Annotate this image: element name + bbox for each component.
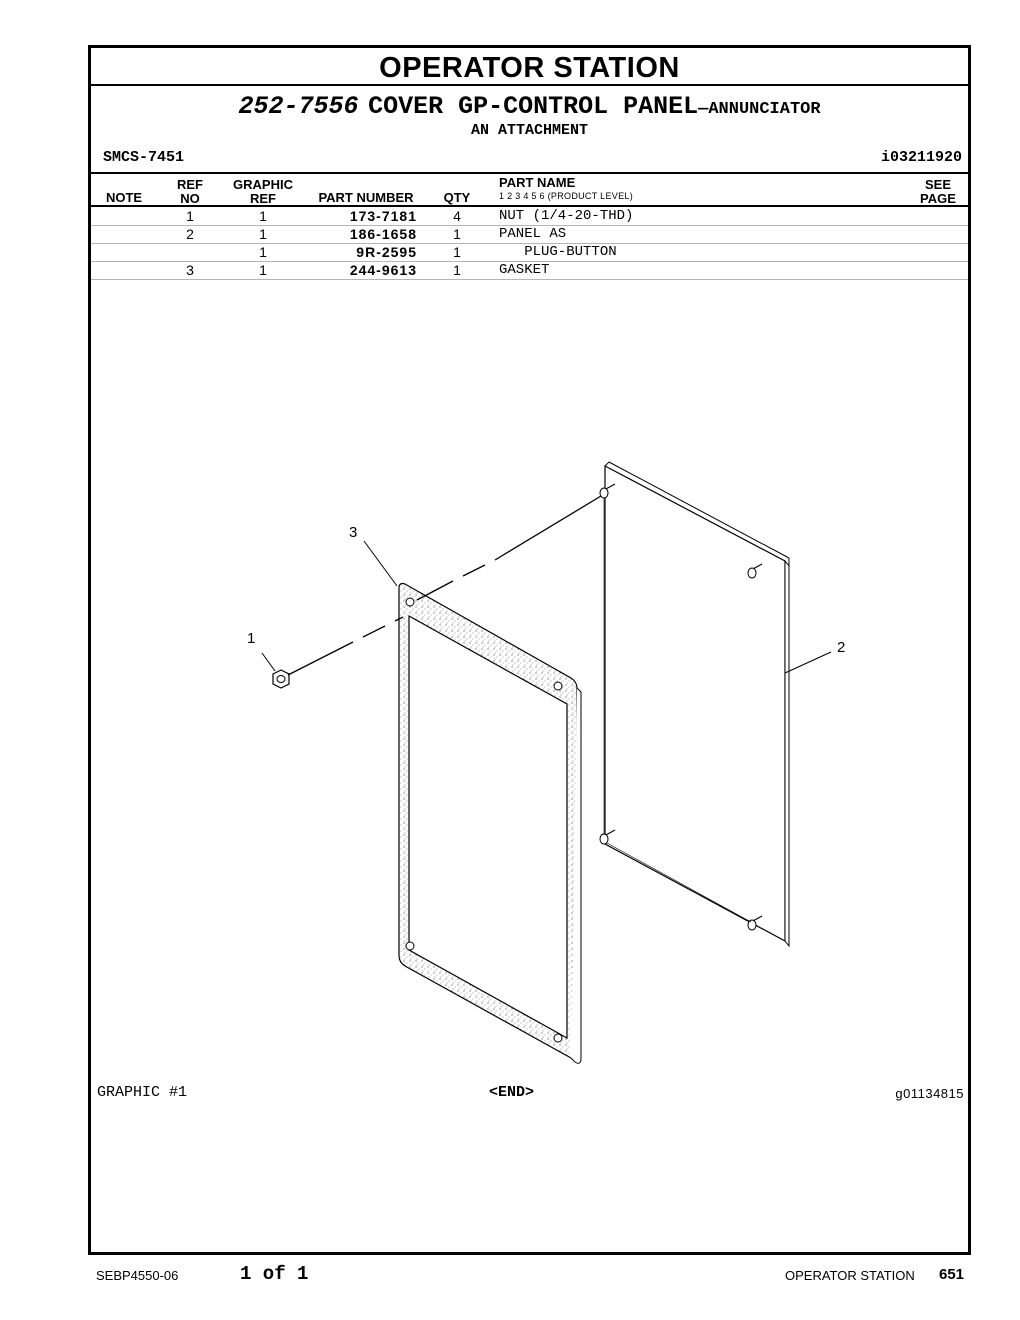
col-ref-no-line2: NO <box>180 191 200 206</box>
row4-part-name: GASKET <box>499 262 550 278</box>
col-part-number: PART NUMBER <box>318 190 414 205</box>
nut-drawing <box>273 670 289 688</box>
row2-ref-no: 2 <box>186 226 194 242</box>
callout-1: 1 <box>247 630 256 647</box>
col-qty: QTY <box>443 190 471 205</box>
row3-graphic-ref: 1 <box>259 244 267 260</box>
end-marker: <END> <box>489 1084 535 1101</box>
smcs-code: SMCS-7451 <box>103 149 185 166</box>
gasket-drawing <box>399 584 581 1064</box>
col-graphic-ref-line2: REF <box>250 191 276 206</box>
graphic-number: g01134815 <box>895 1086 964 1101</box>
row1-qty: 4 <box>453 208 461 224</box>
page-frame <box>88 45 971 1255</box>
panel-drawing <box>600 462 789 946</box>
row2-qty: 1 <box>453 226 461 242</box>
row1-graphic-ref: 1 <box>259 208 267 224</box>
footer-section: OPERATOR STATION <box>785 1268 915 1283</box>
row4-graphic-ref: 1 <box>259 262 267 278</box>
row1-ref-no: 1 <box>186 208 194 224</box>
row3-qty: 1 <box>453 244 461 260</box>
row1-part-name: NUT (1/4-20-THD) <box>499 208 634 224</box>
group-number: 252-7556 <box>238 92 359 121</box>
footer-page-number: 651 <box>939 1266 965 1283</box>
col-graphic-ref-line1: GRAPHIC <box>233 177 293 192</box>
row4-qty: 1 <box>453 262 461 278</box>
section-title: OPERATOR STATION <box>91 48 968 86</box>
footer-page-of: 1 of 1 <box>240 1263 309 1285</box>
col-part-name: PART NAME <box>499 175 576 190</box>
callout-2: 2 <box>837 639 846 656</box>
assembly-line <box>288 496 601 675</box>
row2-part-name: PANEL AS <box>499 226 567 242</box>
row2-part-number: 186-1658 <box>349 226 417 242</box>
group-suffix: —ANNUNCIATOR <box>698 100 821 119</box>
leader-1 <box>262 653 275 671</box>
product-levels: 1 2 3 4 5 6 (PRODUCT LEVEL) <box>499 191 633 201</box>
attachment-label: AN ATTACHMENT <box>470 122 589 139</box>
col-ref-no-line1: REF <box>177 177 203 192</box>
row3-part-number: 9R-2595 <box>356 244 417 260</box>
row2-graphic-ref: 1 <box>259 226 267 242</box>
col-see-page-line2: PAGE <box>920 191 956 206</box>
col-see-page-line1: SEE <box>924 177 951 192</box>
footer-doc-id: SEBP4550-06 <box>96 1268 179 1283</box>
graphic-label: GRAPHIC #1 <box>97 1084 188 1101</box>
group-name: COVER GP-CONTROL PANEL <box>368 92 699 121</box>
row3-part-name: PLUG-BUTTON <box>499 244 617 260</box>
callout-3: 3 <box>349 524 358 541</box>
info-id: i03211920 <box>880 149 962 166</box>
leader-3 <box>364 541 397 586</box>
row4-ref-no: 3 <box>186 262 194 278</box>
leader-2 <box>785 652 831 673</box>
row1-part-number: 173-7181 <box>349 208 417 224</box>
row4-part-number: 244-9613 <box>349 262 417 278</box>
col-note: NOTE <box>105 190 143 205</box>
